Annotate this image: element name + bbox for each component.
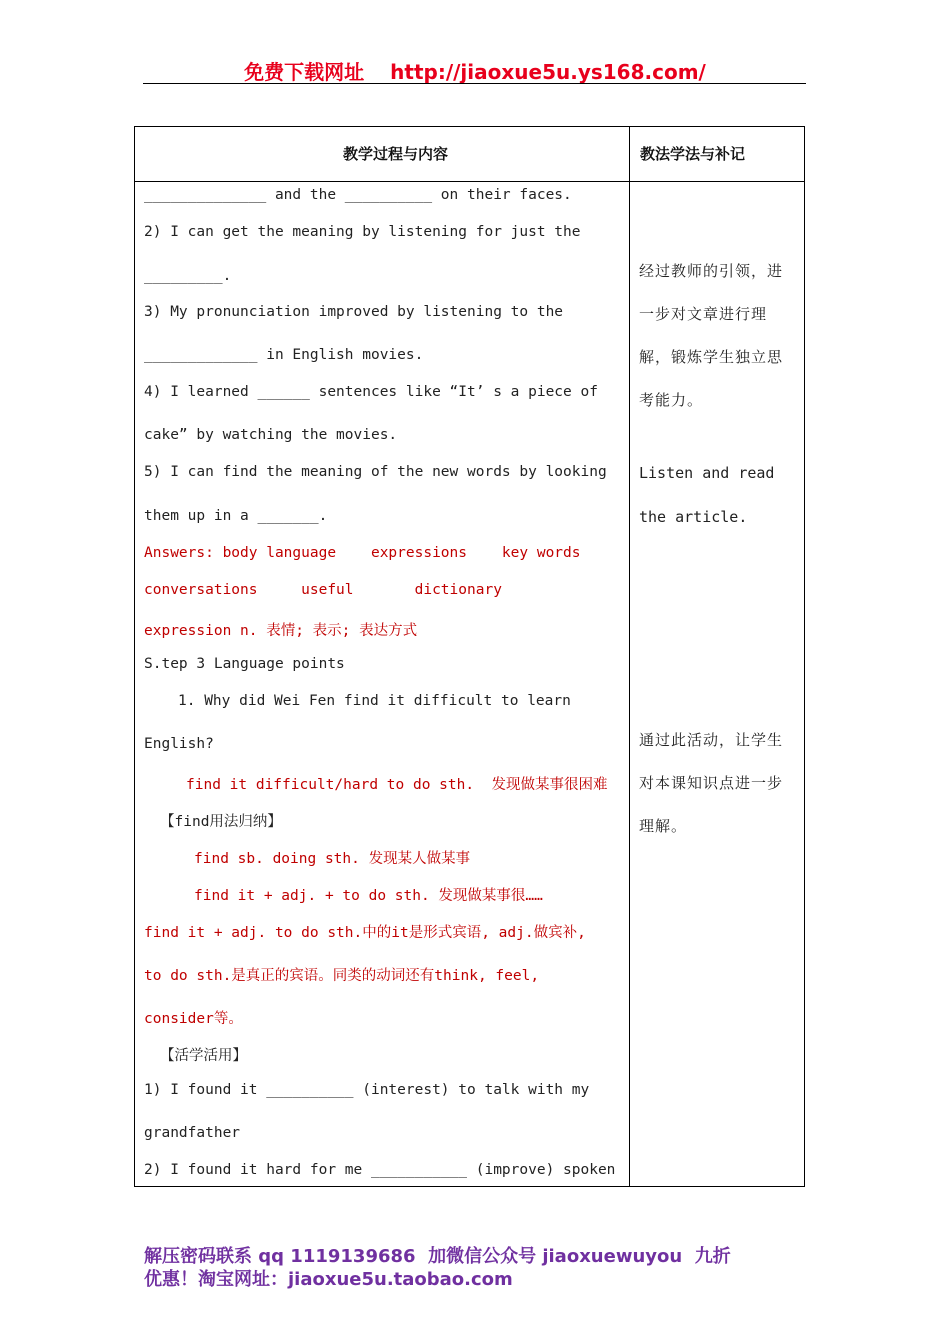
- content-line: 4) I learned ______ sentences like “It’ s a piece of: [144, 384, 598, 400]
- content-line: them up in a _______.: [144, 508, 328, 524]
- method-note: 考能力。: [639, 391, 704, 409]
- step-heading: S.tep 3 Language points: [144, 656, 345, 672]
- header-banner: [0, 56, 950, 85]
- content-line: cake” by watching the movies.: [144, 427, 398, 443]
- grammar-note: find it difficult/hard to do sth. 发现做某事很困难: [186, 777, 608, 793]
- exercise-line: grandfather: [144, 1125, 241, 1141]
- grammar-note: find it + adj. to do sth.中的it是形式宾语, adj.做宾补,: [144, 925, 586, 941]
- content-line: English?: [144, 736, 214, 752]
- content-line: _____________ in English movies.: [144, 347, 424, 363]
- exercise-line: 1) I found it __________ (interest) to talk with my: [144, 1082, 590, 1098]
- method-note: 通过此活动，让学生: [639, 731, 784, 749]
- grammar-note: find it + adj. + to do sth. 发现做某事很……: [194, 888, 543, 904]
- section-heading: 【find用法归纳】: [160, 814, 282, 830]
- section-heading: 【活学活用】: [160, 1048, 247, 1064]
- column-divider: [629, 127, 630, 1186]
- footer-line: 优惠！淘宝网址：jiaoxue5u.taobao.com: [144, 1269, 513, 1290]
- exercise-line: 2) I found it hard for me ___________ (improve) spoken: [144, 1162, 616, 1178]
- content-line: 2) I can get the meaning by listening for just the: [144, 224, 581, 240]
- answers-line: conversations useful dictionary: [144, 582, 502, 598]
- vocab-note: expression n. 表情; 表示; 表达方式: [144, 623, 418, 639]
- footer-line: 解压密码联系 qq 1119139686 加微信公众号 jiaoxuewuyou 九折: [144, 1246, 731, 1267]
- method-note: 一步对文章进行理: [639, 305, 768, 323]
- grammar-note: to do sth.是真正的宾语。同类的动词还有think, feel,: [144, 968, 540, 984]
- col2-header: 教法学法与补记: [640, 145, 746, 163]
- method-note: Listen and read: [639, 464, 775, 482]
- header-row-divider: [135, 181, 804, 182]
- method-note: 理解。: [639, 817, 688, 835]
- method-note: 对本课知识点进一步: [639, 774, 784, 792]
- method-note: 解，锻炼学生独立思: [639, 348, 784, 366]
- header-divider: [143, 83, 806, 84]
- content-line: ______________ and the __________ on their faces.: [144, 187, 572, 203]
- col1-header: 教学过程与内容: [343, 145, 449, 163]
- content-line: 1. Why did Wei Fen find it difficult to learn: [178, 693, 571, 709]
- grammar-note: consider等。: [144, 1011, 243, 1027]
- content-line: 5) I can find the meaning of the new words by looking: [144, 464, 607, 480]
- answers-line: Answers: body language expressions key words: [144, 545, 581, 561]
- content-line: 3) My pronunciation improved by listening to the: [144, 304, 564, 320]
- method-note: the article.: [639, 508, 748, 526]
- method-note: 经过教师的引领，进: [639, 262, 784, 280]
- header-url-link[interactable]: http://jiaoxue5u.ys168.com/: [390, 60, 706, 84]
- grammar-note: find sb. doing sth. 发现某人做某事: [194, 851, 471, 867]
- content-line: _________.: [144, 268, 232, 284]
- header-label: 免费下载网址: [244, 60, 365, 84]
